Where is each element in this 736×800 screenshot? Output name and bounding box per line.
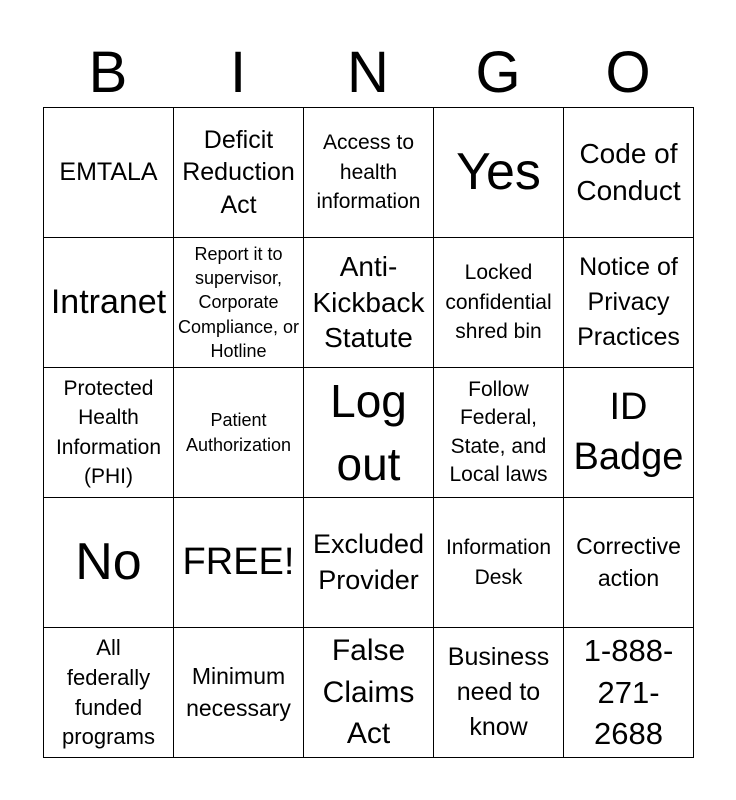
bingo-header bbox=[43, 40, 693, 106]
bingo-cell-r3-c1[interactable] bbox=[174, 498, 304, 628]
cell-text: Excluded Provider bbox=[312, 529, 425, 595]
bingo-cell-r2-c3[interactable] bbox=[434, 368, 564, 498]
cell-text: Corrective action bbox=[576, 533, 681, 591]
bingo-board bbox=[43, 107, 694, 758]
cell-text: False Claims Act bbox=[322, 634, 415, 751]
header-letter-n: N bbox=[347, 40, 389, 105]
bingo-cell-r0-c0[interactable] bbox=[44, 108, 174, 238]
bingo-cell-r4-c3[interactable] bbox=[434, 628, 564, 758]
bingo-cell-r4-c1[interactable] bbox=[174, 628, 304, 758]
cell-text: Intranet bbox=[50, 282, 167, 321]
bingo-cell-r2-c2[interactable] bbox=[304, 368, 434, 498]
cell-text: EMTALA bbox=[59, 158, 158, 187]
cell-text: Information Desk bbox=[445, 536, 552, 589]
header-letter-g: G bbox=[475, 40, 521, 105]
header-letter-o: O bbox=[605, 40, 651, 105]
header-letter-b: B bbox=[88, 40, 128, 105]
bingo-cell-r1-c1[interactable] bbox=[174, 238, 304, 368]
cell-text: ID Badge bbox=[573, 386, 684, 478]
bingo-cell-r0-c1[interactable] bbox=[174, 108, 304, 238]
bingo-cell-r0-c2[interactable] bbox=[304, 108, 434, 238]
cell-text: Protected Health Information (PHI) bbox=[55, 376, 162, 488]
cell-text: Minimum necessary bbox=[186, 663, 291, 721]
bingo-cell-r3-c3[interactable] bbox=[434, 498, 564, 628]
bingo-cell-r4-c4[interactable] bbox=[564, 628, 694, 758]
cell-text: No bbox=[75, 533, 142, 592]
cell-text: Log out bbox=[330, 375, 407, 490]
header-letter-i: I bbox=[229, 40, 247, 105]
cell-text: Access to health information bbox=[316, 131, 421, 214]
bingo-cell-r0-c3[interactable] bbox=[434, 108, 564, 238]
free-space: FREE! bbox=[182, 541, 295, 584]
cell-text: Patient Authorization bbox=[185, 410, 292, 455]
bingo-cell-r1-c0[interactable] bbox=[44, 238, 174, 368]
cell-text: Business need to know bbox=[447, 643, 550, 741]
bingo-cell-r0-c4[interactable] bbox=[564, 108, 694, 238]
cell-text: Follow Federal, State, and Local laws bbox=[449, 377, 548, 486]
bingo-cell-r3-c0[interactable] bbox=[44, 498, 174, 628]
cell-text: Deficit Reduction Act bbox=[182, 125, 295, 219]
bingo-cell-r3-c4[interactable] bbox=[564, 498, 694, 628]
bingo-cell-r2-c0[interactable] bbox=[44, 368, 174, 498]
cell-text: Notice of Privacy Practices bbox=[577, 253, 680, 351]
bingo-cell-r2-c4[interactable] bbox=[564, 368, 694, 498]
bingo-cell-r1-c3[interactable] bbox=[434, 238, 564, 368]
cell-text: Yes bbox=[456, 143, 541, 202]
bingo-cell-r4-c2[interactable] bbox=[304, 628, 434, 758]
bingo-cell-r4-c0[interactable] bbox=[44, 628, 174, 758]
cell-text: Locked confidential shred bin bbox=[445, 261, 552, 344]
cell-text: Anti-Kickback Statute bbox=[312, 250, 425, 354]
bingo-cell-r3-c2[interactable] bbox=[304, 498, 434, 628]
cell-text: 1-888-271-2688 bbox=[583, 632, 674, 752]
bingo-cell-r1-c4[interactable] bbox=[564, 238, 694, 368]
bingo-cell-r1-c2[interactable] bbox=[304, 238, 434, 368]
cell-text: All federally funded programs bbox=[62, 635, 155, 750]
bingo-cell-r2-c1[interactable] bbox=[174, 368, 304, 498]
cell-text: Report it to supervisor, Corporate Compliance, or Hotline bbox=[177, 243, 300, 361]
cell-text: Code of Conduct bbox=[576, 138, 681, 206]
